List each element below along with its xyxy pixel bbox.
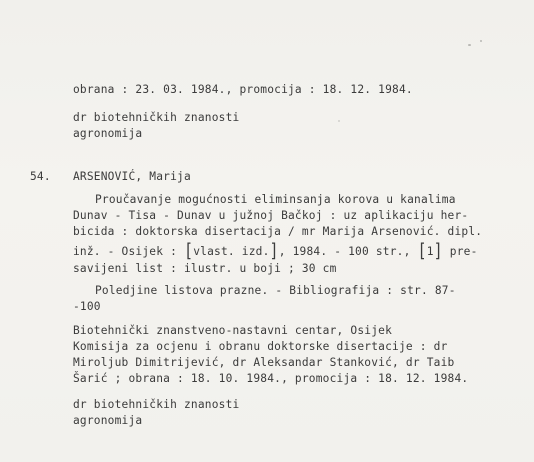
record-54-title-line-3: bicida : doktorska disertacija / mr Marija Arsenović. dipl. <box>73 225 483 238</box>
paper-speck <box>468 44 471 46</box>
record-54-degree: dr biotehničkih znanosti <box>73 398 240 411</box>
imprint-extent: , 1984. - 100 str., <box>278 245 411 258</box>
imprint-continued: pre- <box>442 245 478 258</box>
record-54-notes-line-1: Poledjine listova prazne. - Bibliografija : str. 87- <box>95 284 456 297</box>
paper-speck <box>480 40 482 42</box>
record-53-dates: obrana : 23. 03. 1984., promocija : 18. 12. 1984. <box>73 83 413 96</box>
record-54-physical-line: savijeni list : ilustr. u boji ; 30 cm <box>73 262 337 275</box>
left-bracket: [ <box>417 238 427 262</box>
record-54-number: 54. <box>30 170 51 183</box>
folded-leaf-count: 1 <box>426 245 434 258</box>
record-53-field: agronomija <box>73 127 143 140</box>
left-bracket: [ <box>183 238 194 262</box>
record-54-institution-line-3: Miroljub Dimitrijević, dr Aleksandar Stanković, dr Taib <box>73 356 455 369</box>
record-54-institution-line-4: Šarić ; obrana : 18. 10. 1984., promocija : 18. 12. 1984. <box>73 372 469 385</box>
record-54-title-line-2: Dunav - Tisa - Dunav u južnoj Bačkoj : uz aplikaciju her- <box>73 209 469 222</box>
record-54-title-line-1: Proučavanje mogućnosti eliminsanja korova u kanalima <box>95 193 456 206</box>
record-54-notes-line-2: -100 <box>73 300 101 313</box>
record-54-field: agronomija <box>73 414 143 427</box>
record-53-degree: dr biotehničkih znanosti <box>73 111 240 124</box>
imprint-publisher: vlast. izd. <box>193 245 270 258</box>
paper-speck <box>338 120 340 122</box>
imprint-place: inž. - Osijek : <box>73 245 178 258</box>
record-54-institution-line-2: Komisija za ocjenu i obranu doktorske disertacije : dr <box>73 340 448 353</box>
record-54-institution-line-1: Biotehnički znanstveno-nastavni centar, Osijek <box>73 324 393 337</box>
right-bracket: ] <box>433 238 443 262</box>
right-bracket: ] <box>269 238 279 262</box>
record-54-author: ARSENOVIĆ, Marija <box>73 170 191 183</box>
record-54-imprint-line <box>73 238 478 262</box>
